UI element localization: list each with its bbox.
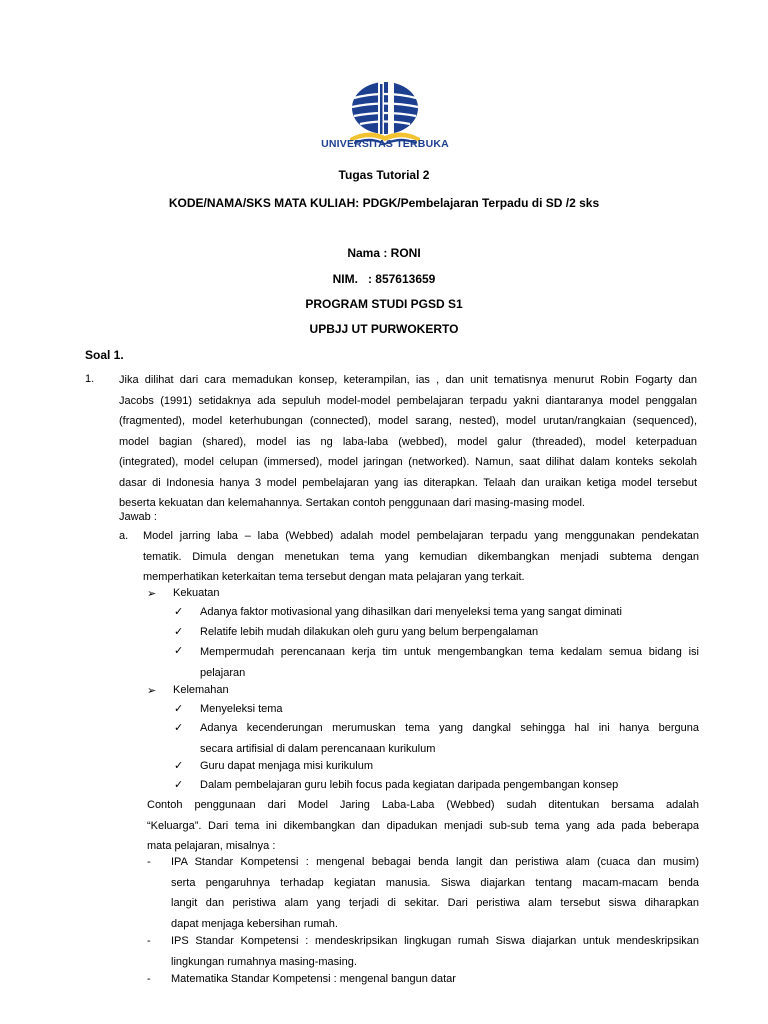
student-name: Nama : RONI <box>347 246 421 260</box>
ipa-line: IPA Standar Kompetensi : mengenal bebagai benda langit dan peristiwa alam (cuaca dan musim) <box>171 856 699 868</box>
check-icon: ✓ <box>174 606 184 618</box>
check-icon: ✓ <box>174 645 184 657</box>
question-line: (fragmented), model keterhubungan (connected), model sarang, nested), model urutan/rangkaian (sequenced), <box>119 415 697 427</box>
question-line: Jika dilihat dari cara memadukan konsep, keterampilan, ias , dan unit tematisnya menurut Robin Fogarty dan <box>119 374 697 386</box>
question-number: 1. <box>85 373 95 385</box>
kelemahan-item: Dalam pembelajaran guru lebih focus pada kegiatan daripada pengembangan konsep <box>200 779 619 791</box>
answer-a-paragraph <box>143 526 699 588</box>
kelemahan-item: Guru dapat menjaga misi kurikulum <box>200 760 374 772</box>
ips-line: lingkungan rumahnya masing-masing. <box>171 955 357 968</box>
kekuatan-item-cont: pelajaran <box>200 666 246 679</box>
ipa-paragraph <box>171 852 699 934</box>
check-icon: ✓ <box>174 779 184 791</box>
question-paragraph <box>119 370 697 514</box>
soal-heading: Soal 1. <box>85 348 124 362</box>
answer-a-line: Model jarring laba – laba (Webbed) adalah model pembelajaran terpadu yang menggunakan pendekatan <box>143 530 699 542</box>
course-info: KODE/NAMA/SKS MATA KULIAH: PDGK/Pembelajaran Terpadu di SD /2 sks <box>168 196 600 210</box>
arrow-bullet-icon: ➢ <box>147 685 157 697</box>
dash-bullet: - <box>147 973 151 985</box>
check-icon: ✓ <box>174 760 184 772</box>
matematika-line: Matematika Standar Kompetensi : mengenal bangun datar <box>171 973 456 985</box>
student-nim: NIM. : 857613659 <box>332 272 436 286</box>
question-line: Jacobs (1991) setidaknya ada sepuluh model-model pembelajaran terpadu yakni diantaranya model penggalan <box>119 394 697 407</box>
question-line: model bagian (shared), model ias ng laba-laba (webbed), model galur (threaded), model keterpaduan <box>119 435 697 448</box>
dash-bullet: - <box>147 935 151 947</box>
dash-bullet: - <box>147 856 151 868</box>
ipa-line: langit dan peristiwa alam yang terjadi di sekitar. Dari peristiwa alam tersebut siswa diharapkan <box>171 897 699 909</box>
answer-a-label: a. <box>119 530 129 542</box>
check-icon: ✓ <box>174 722 184 734</box>
ips-line: IPS Standar Kompetensi : mendeskripsikan lingkugan rumah Siswa diajarkan untuk mendeskripsikan <box>171 935 699 947</box>
kelemahan-label: Kelemahan <box>173 684 229 696</box>
kekuatan-item: Mempermudah perencanaan kerja tim untuk mengembangkan tema kedalam semua bidang isi <box>200 646 699 658</box>
check-icon: ✓ <box>174 626 184 638</box>
kekuatan-label: Kekuatan <box>173 587 220 599</box>
question-line: dasar di Indonesia hanya 3 model pembelajaran yang ias diterapkan. Telaah dan uraikan ketiga model tersebut <box>119 476 697 489</box>
ipa-line: dapat menjaga kebersihan rumah. <box>171 917 338 930</box>
study-program: PROGRAM STUDI PGSD S1 <box>305 297 463 311</box>
kekuatan-item: Relatife lebih mudah dilakukan oleh guru yang belum berpengalaman <box>200 626 539 638</box>
answer-a-line: memperhatikan keterkaitan tema tersebut dengan mata pelajaran yang terkait. <box>143 571 525 583</box>
contoh-line: Contoh penggunaan dari Model Jaring Laba-Laba (Webbed) sudah ditentukan bersama adalah <box>147 799 699 811</box>
question-line: (integrated), model celupan (immersed), model jaringan (networked). Namun, saat dilihat dalam konteks sekolah <box>119 456 697 468</box>
jawab-label: Jawab : <box>119 511 157 523</box>
check-icon: ✓ <box>174 703 184 715</box>
contoh-line: mata pelajaran, misalnya : <box>147 840 276 852</box>
logo-wordmark: UNIVERSITAS TERBUKA <box>321 138 449 150</box>
ips-paragraph <box>171 931 699 972</box>
contoh-line: “Keluarga”. Dari tema ini dikembangkan dan dipadukan menjadi sub-sub tema yang ada pada beberapa <box>147 819 699 832</box>
kekuatan-item-multiline <box>200 642 699 683</box>
arrow-bullet-icon: ➢ <box>147 588 157 600</box>
upbjj: UPBJJ UT PURWOKERTO <box>309 322 459 336</box>
question-line: beserta kekuatan dan kelemahannya. Sertakan contoh penggunaan dari masing-masing model. <box>119 497 585 509</box>
kekuatan-item: Adanya faktor motivasional yang dihasilkan dari menyeleksi tema yang sangat diminati <box>200 606 622 618</box>
kelemahan-item-multiline <box>200 718 699 759</box>
logo-globe <box>352 82 418 134</box>
kelemahan-item-cont: secara artifisial di dalam perencanaan kurikulum <box>200 742 436 755</box>
ipa-line: serta pengaruhnya terhadap kegiatan manusia. Siswa diajarkan tentang macam-macam benda <box>171 876 699 889</box>
kelemahan-item: Adanya kecenderungan merumuskan tema yang dangkal sehingga hal ini hanya berguna <box>200 722 699 734</box>
answer-a-line: tematik. Dimula dengan menetukan tema yang kemudian dikembangkan menjadi subtema dengan <box>143 550 699 563</box>
kelemahan-item: Menyeleksi tema <box>200 703 283 715</box>
document-title: Tugas Tutorial 2 <box>338 168 430 182</box>
contoh-paragraph <box>147 795 699 857</box>
